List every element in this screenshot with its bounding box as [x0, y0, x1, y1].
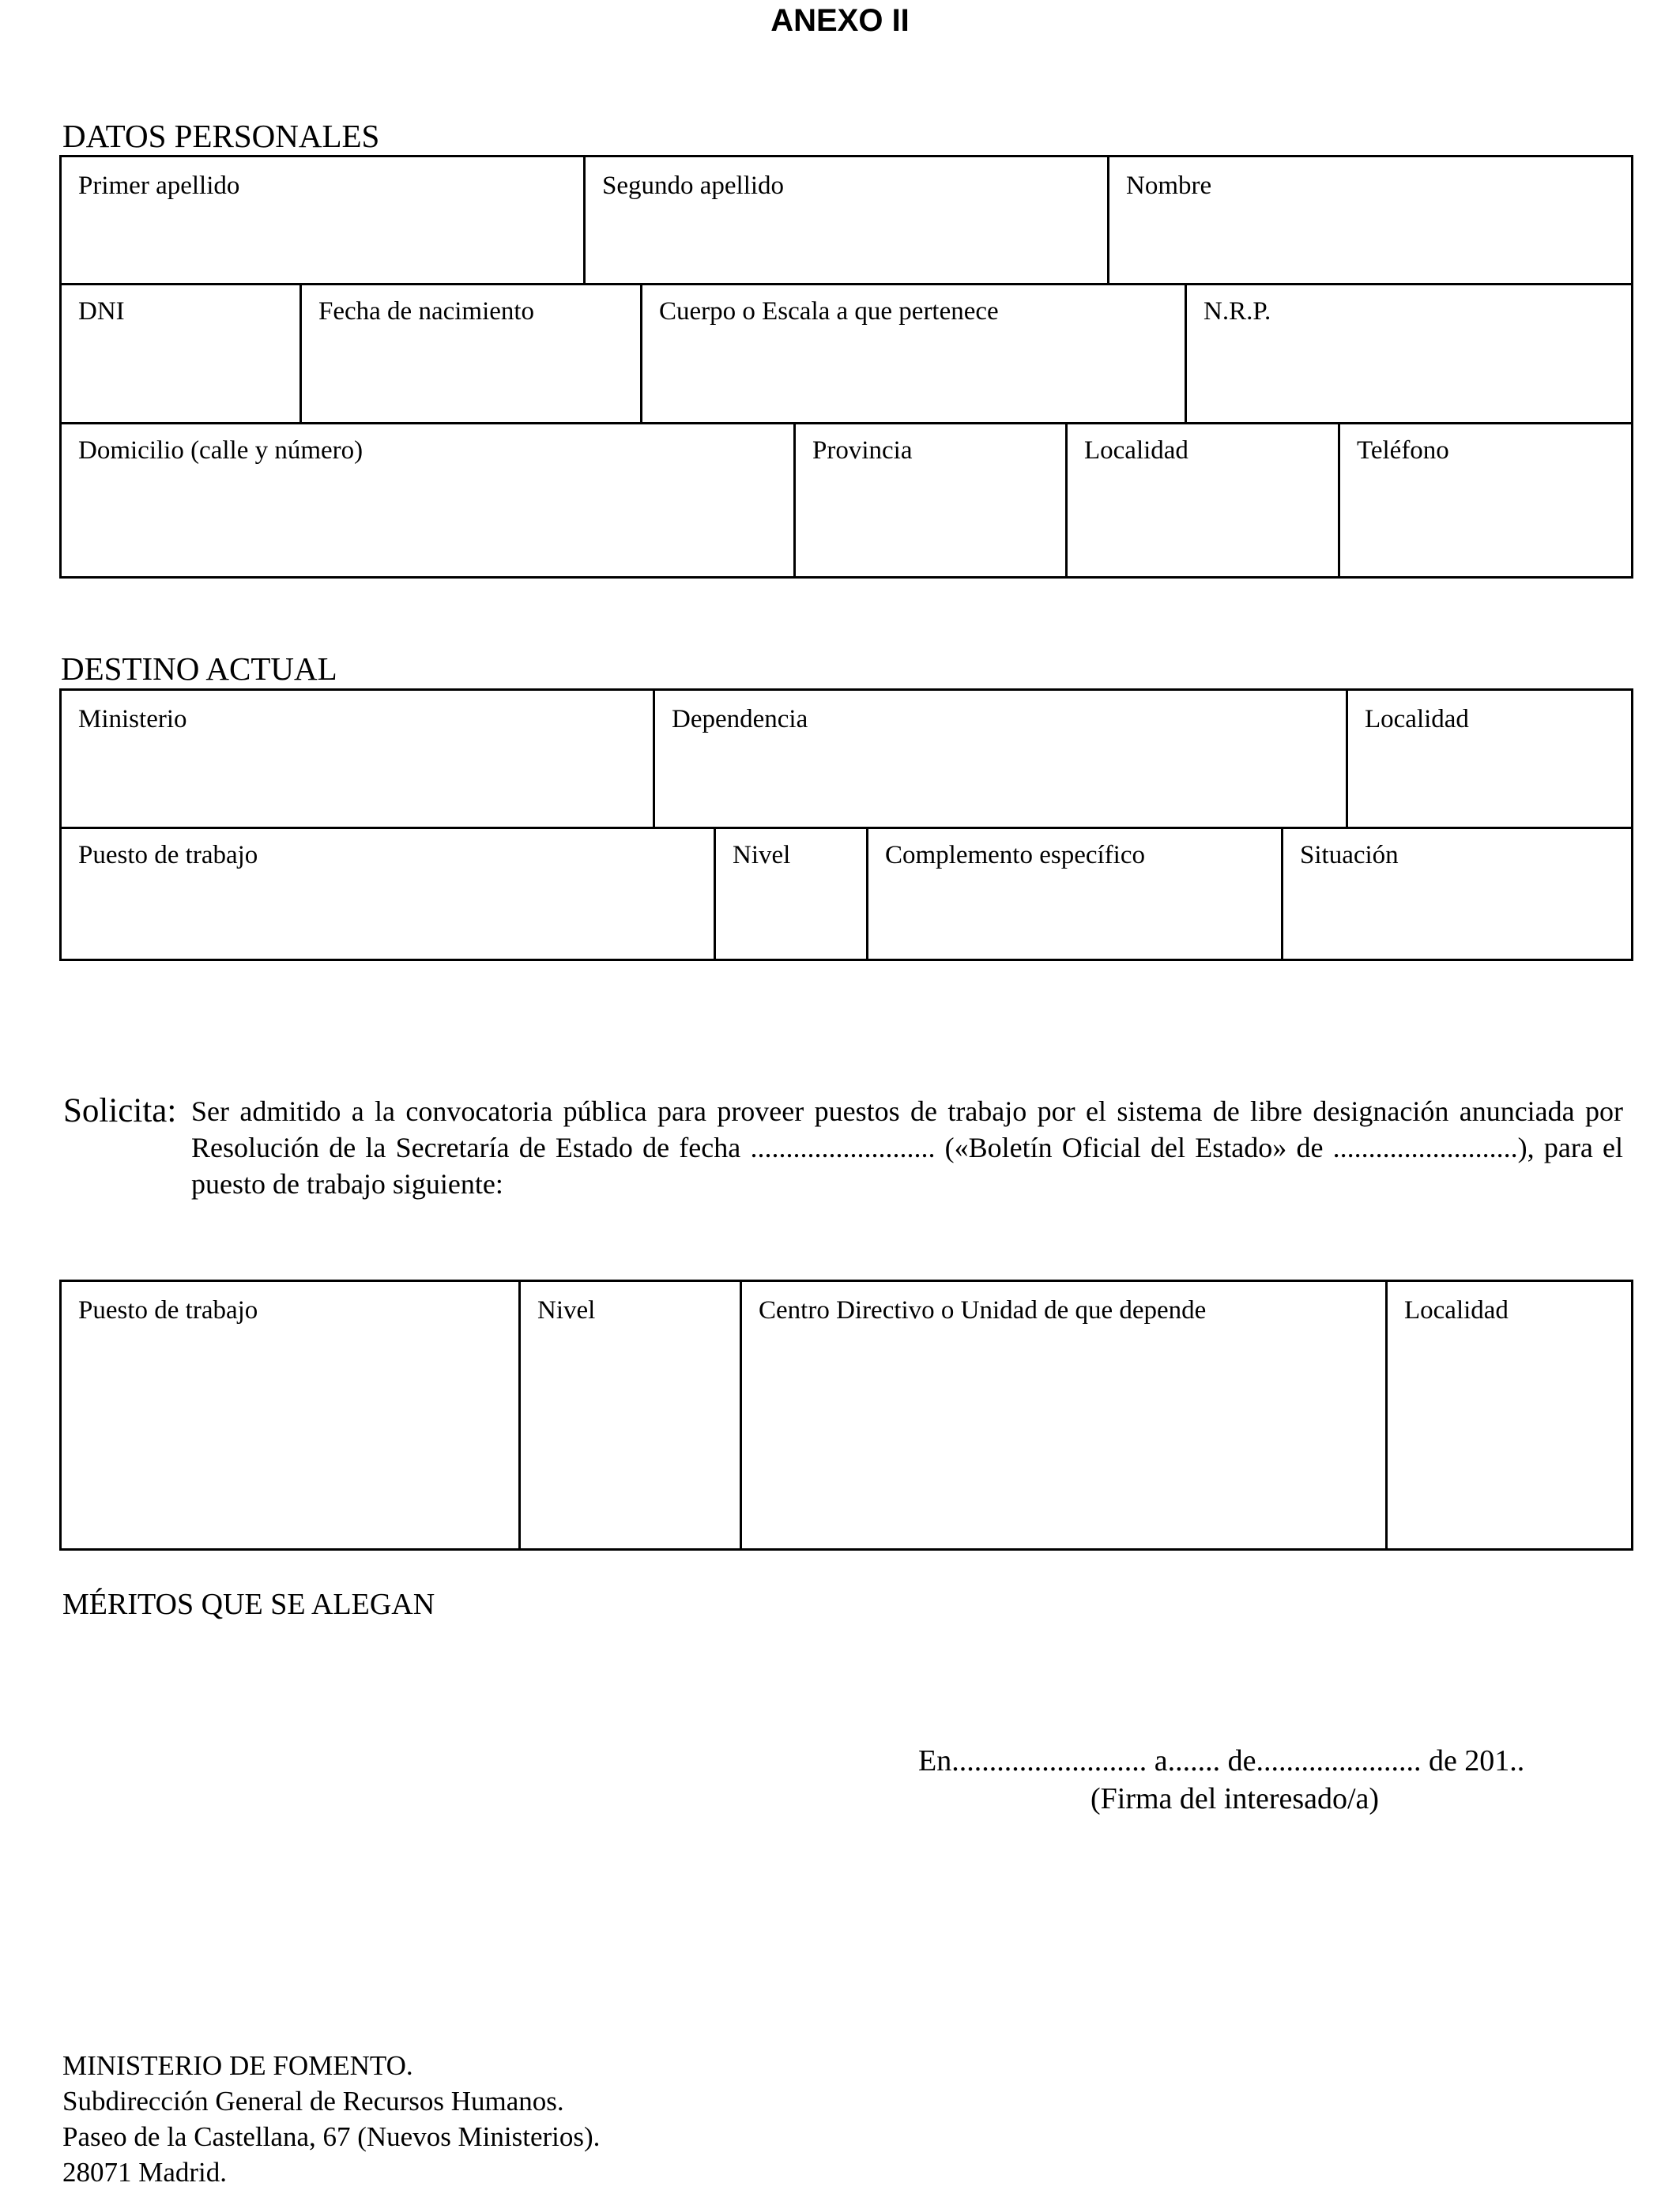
field-cuerpo-escala[interactable] — [642, 283, 1187, 422]
field-ministerio[interactable] — [62, 691, 655, 827]
field-label: Fecha de nacimiento — [318, 297, 535, 326]
field-primer-apellido[interactable] — [62, 157, 586, 283]
field-segundo-apellido[interactable] — [586, 157, 1109, 283]
field-label: Dependencia — [672, 705, 808, 733]
destino-row-2 — [59, 827, 1633, 961]
field-label: Situación — [1300, 841, 1399, 869]
field-label: Segundo apellido — [602, 172, 785, 200]
field-label: Complemento específico — [885, 841, 1145, 869]
field-nrp[interactable] — [1187, 283, 1631, 422]
solicita-text: Ser admitido a la convocatoria pública para proveer puestos de trabajo por el sistema de libre designación anunciada por Resolución de la Secretaría de Estado de fecha .......................... («Boletín Oficial del Estado» de ..........................), para el puesto de trabajo siguiente: — [191, 1095, 1623, 1200]
section-heading-datos-personales: DATOS PERSONALES — [62, 118, 380, 154]
address-line: MINISTERIO DE FOMENTO. — [62, 2050, 413, 2081]
field-label: Nivel — [733, 841, 791, 869]
field-nivel[interactable] — [716, 827, 868, 959]
signature-date-line[interactable]: En.......................... a....... de...................... de 201.. — [918, 1744, 1525, 1777]
field-situacion[interactable] — [1283, 827, 1631, 959]
field-complemento-especifico[interactable] — [868, 827, 1283, 959]
field-label: Ministerio — [78, 705, 187, 733]
field-label: DNI — [78, 297, 125, 326]
field-label: Domicilio (calle y número) — [78, 436, 363, 465]
field-fecha-nacimiento[interactable] — [302, 283, 642, 422]
field-dependencia[interactable] — [655, 691, 1348, 827]
field-label: Teléfono — [1357, 436, 1449, 465]
field-centro-directivo[interactable] — [742, 1282, 1388, 1548]
puesto-solicitado-row — [59, 1280, 1633, 1551]
field-label: Localidad — [1365, 705, 1469, 733]
field-puesto-trabajo[interactable] — [62, 827, 716, 959]
field-dni[interactable] — [62, 283, 302, 422]
field-label: Cuerpo o Escala a que pertenece — [659, 297, 999, 326]
field-label: Puesto de trabajo — [78, 841, 258, 869]
section-heading-destino-actual: DESTINO ACTUAL — [61, 650, 337, 687]
field-label: Puesto de trabajo — [78, 1296, 258, 1325]
meritos-heading: MÉRITOS QUE SE ALEGAN — [62, 1588, 435, 1621]
field-nombre[interactable] — [1109, 157, 1631, 283]
field-label: Nombre — [1126, 172, 1212, 200]
address-line: 28071 Madrid. — [62, 2157, 228, 2188]
field-localidad[interactable] — [1068, 422, 1340, 576]
datos-row-2 — [59, 283, 1633, 424]
field-label: Nivel — [537, 1296, 596, 1325]
field-puesto-solicitado[interactable] — [62, 1282, 521, 1548]
signature-caption: (Firma del interesado/a) — [1090, 1782, 1380, 1815]
field-telefono[interactable] — [1340, 422, 1631, 576]
field-label: N.R.P. — [1203, 297, 1271, 326]
field-domicilio[interactable] — [62, 422, 796, 576]
field-label: Primer apellido — [78, 172, 240, 200]
field-label: Centro Directivo o Unidad de que depende — [759, 1296, 1207, 1325]
address-line: Subdirección General de Recursos Humanos. — [62, 2086, 564, 2117]
page-title: ANEXO II — [770, 3, 910, 38]
datos-row-3 — [59, 422, 1633, 579]
field-localidad-destino[interactable] — [1348, 691, 1631, 827]
field-label: Localidad — [1084, 436, 1188, 465]
address-line: Paseo de la Castellana, 67 (Nuevos Ministerios). — [62, 2121, 601, 2152]
destino-row-1 — [59, 688, 1633, 829]
field-provincia[interactable] — [796, 422, 1068, 576]
field-label: Provincia — [812, 436, 913, 465]
datos-row-1 — [59, 155, 1633, 285]
solicita-label: Solicita: — [63, 1092, 177, 1129]
field-localidad-solicitada[interactable] — [1388, 1282, 1631, 1548]
field-nivel-solicitado[interactable] — [521, 1282, 742, 1548]
field-label: Localidad — [1404, 1296, 1509, 1325]
